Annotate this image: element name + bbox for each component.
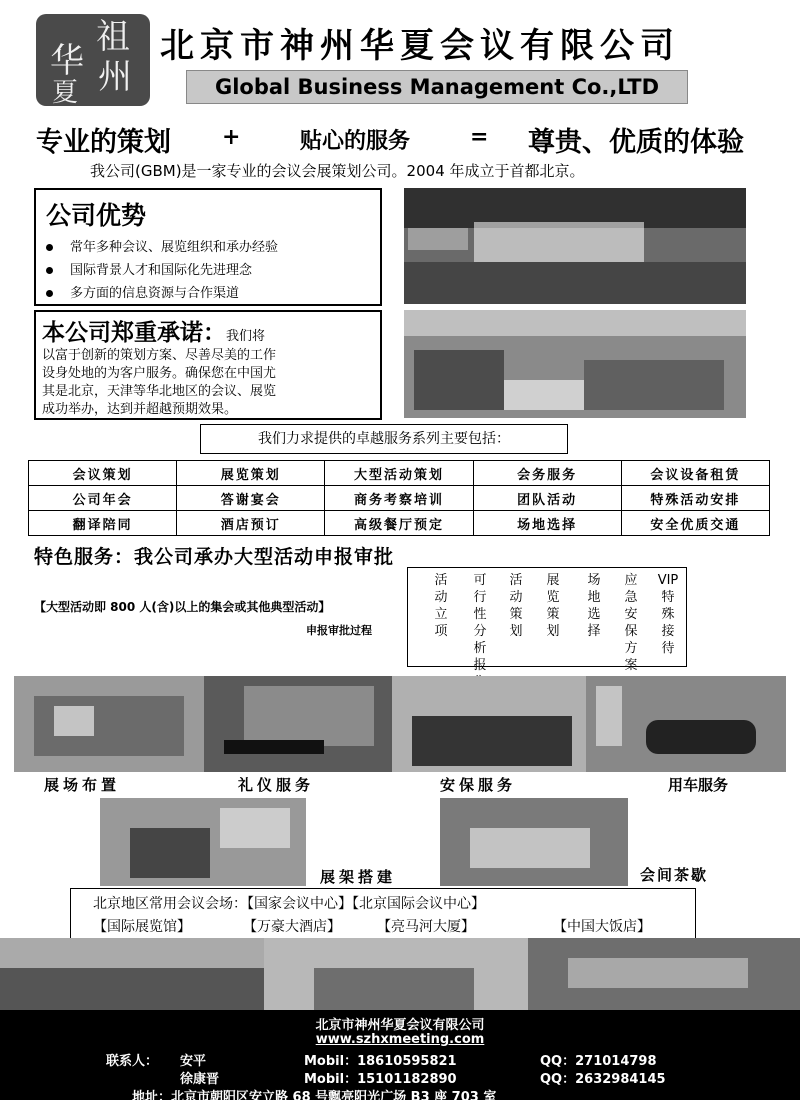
restaurant-photo (404, 310, 746, 418)
contact-mobile: Mobil：18610595821 (304, 1054, 457, 1069)
venue-photo-1 (0, 938, 264, 1010)
service-cell: 答谢宴会 (177, 486, 325, 511)
contact-mobile: Mobil：15101182890 (304, 1072, 457, 1087)
contact-qq: QQ：2632984145 (540, 1072, 666, 1087)
caption-tea: 会间茶歇 (640, 866, 709, 884)
contact-label: 联系人： (106, 1054, 159, 1069)
process-step: 活动策划 (509, 573, 523, 639)
services-table (28, 460, 770, 536)
conference-hall-photo (404, 188, 746, 304)
service-cell: 团队活动 (473, 486, 621, 511)
venue-photo-3 (528, 938, 800, 1010)
service-cell: 大型活动策划 (325, 461, 473, 486)
table-row (29, 461, 770, 486)
promise-line: 设身处地的为客户服务。确保您在中国尤 (42, 366, 277, 381)
promise-line: 以富于创新的策划方案、尽善尽美的工作 (42, 348, 277, 363)
promise-box (34, 310, 382, 420)
service-cell: 场地选择 (473, 511, 621, 536)
venues-line1: 北京地区常用会议会场：【国家会议中心】【北京国际会议中心】 (93, 896, 485, 912)
footer-company: 北京市神州华夏会议有限公司 (315, 1018, 485, 1033)
footer (0, 1010, 800, 1105)
footer-website-link[interactable]: www.szhxmeeting.com (315, 1032, 485, 1047)
seal-char: 州 (98, 57, 132, 97)
slogan-equals: = (470, 124, 489, 150)
tea-break-photo (440, 798, 628, 886)
advantages-box (34, 188, 382, 306)
service-cell: 翻译陪同 (29, 511, 177, 536)
promise-lead: 我们将 (226, 329, 266, 344)
seal-char: 祖 (96, 17, 130, 57)
venue-item: 【中国大饭店】 (553, 919, 651, 935)
advantage-item: 国际背景人才和国际化先进理念 (36, 259, 380, 282)
table-row (29, 511, 770, 536)
slogan-plus: + (222, 124, 241, 150)
promise-line: 成功举办，达到并超越预期效果。 (42, 402, 238, 417)
venues-box (70, 888, 696, 940)
service-cell: 商务考察培训 (325, 486, 473, 511)
booth-photo (14, 676, 204, 772)
advantages-list (36, 236, 380, 305)
venue-item: 【国际展览馆】 (93, 919, 191, 935)
caption-build: 展架搭建 (320, 868, 397, 886)
footer-address: 地址：北京市朝阳区安立路 68 号飘亮阳光广场 B3 座 703 室 (132, 1090, 497, 1105)
service-cell: 会务服务 (473, 461, 621, 486)
slogan-part2: 贴心的服务 (300, 128, 411, 154)
caption-booth: 展场布置 (44, 776, 121, 794)
service-cell: 安全优质交通 (621, 511, 769, 536)
service-cell: 特殊活动安排 (621, 486, 769, 511)
advantage-item: 常年多种会议、展览组织和承办经验 (36, 236, 380, 259)
table-row (29, 486, 770, 511)
process-step: 应急安保方案 (624, 573, 638, 673)
service-cell: 公司年会 (29, 486, 177, 511)
contact-qq: QQ：271014798 (540, 1054, 657, 1069)
service-cell: 展览策划 (177, 461, 325, 486)
contact-name: 安平 (180, 1054, 207, 1069)
special-note: 【大型活动即 800 人(含)以上的集会或其他典型活动】 (34, 600, 331, 614)
seal-char: 华 (50, 41, 84, 81)
venue-item: 【亮马河大厦】 (377, 919, 475, 935)
caption-car: 用车服务 (668, 776, 729, 794)
promise-title: 本公司郑重承诺： (42, 319, 226, 346)
car-photo (586, 676, 786, 772)
company-intro: 我公司(GBM)是一家专业的会议会展策划公司。2004 年成立于首都北京。 (90, 162, 585, 180)
process-step: 可行性分析报 (473, 573, 487, 673)
contact-name: 徐康晋 (180, 1072, 220, 1087)
service-cell: 会议策划 (29, 461, 177, 486)
build-photo (100, 798, 306, 886)
process-label: 申报审批过程 (306, 624, 372, 637)
etiquette-photo (204, 676, 392, 772)
slogan-part1: 专业的策划 (36, 127, 171, 158)
company-name-cn: 北京市神州华夏会议有限公司 (160, 26, 680, 66)
services-intro: 我们力求提供的卓越服务系列主要包括： (200, 424, 568, 454)
process-step: 场地选择 (587, 573, 601, 639)
promise-line: 其是北京，天津等华北地区的会议、展览 (42, 384, 277, 399)
slogan-part3: 尊贵、优质的体验 (528, 127, 744, 158)
caption-etiquette: 礼仪服务 (238, 776, 315, 794)
service-cell: 酒店预订 (177, 511, 325, 536)
venue-item: 【万豪大酒店】 (243, 919, 341, 935)
advantages-title: 公司优势 (46, 201, 147, 230)
process-step: 活动立项 (434, 573, 448, 639)
company-seal-logo (36, 14, 150, 106)
process-step: 展览策划 (546, 573, 560, 639)
security-photo (392, 676, 586, 772)
venue-photo-2 (264, 938, 528, 1010)
special-service-title: 特色服务：我公司承办大型活动申报审批 (34, 546, 395, 568)
caption-security: 安保服务 (440, 776, 517, 794)
service-cell: 会议设备租赁 (621, 461, 769, 486)
seal-char: 夏 (52, 78, 79, 108)
service-cell: 高级餐厅预定 (325, 511, 473, 536)
company-name-en: Global Business Management Co.,LTD (186, 70, 688, 104)
advantage-item: 多方面的信息资源与合作渠道 (36, 282, 380, 305)
process-step: VIP特殊接待 (657, 573, 679, 656)
